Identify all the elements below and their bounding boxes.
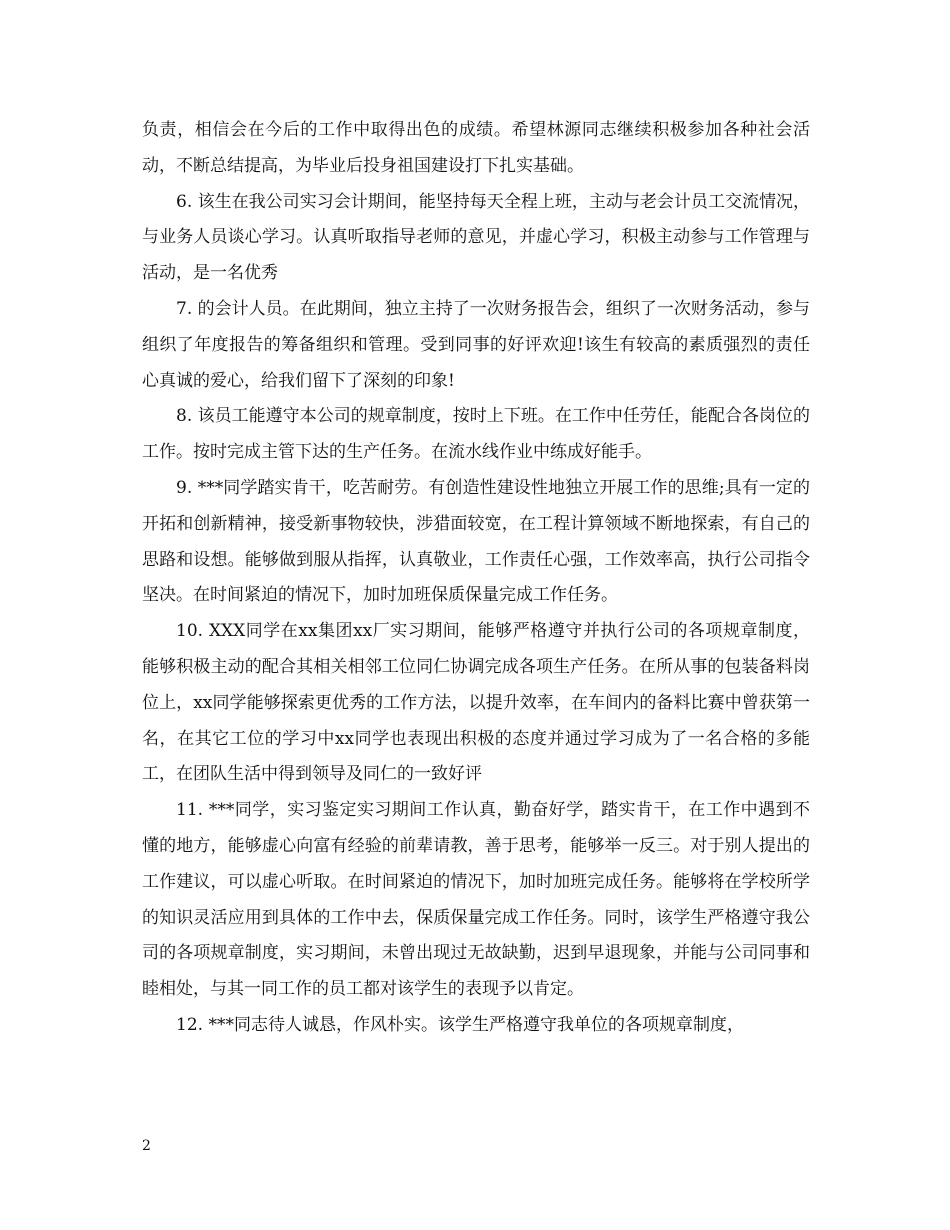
paragraph-continuation: 负责，相信会在今后的工作中取得出色的成绩。希望林源同志继续积极参加各种社会活动，不断总结提高，为毕业后投身祖国建设打下扎实基础。: [142, 120, 810, 176]
paragraph-item-12: 12. ***同志待人诚恳，作风朴实。该学生严格遵守我单位的各项规章制度，: [176, 1014, 744, 1035]
paragraph-item-10: 10. XXX同学在xx集团xx厂实习期间，能够严格遵守并执行公司的各项规章制度，能够积极主动的配合其相关相邻工位同仁协调完成各项生产任务。在所从事的包装备料岗位上，xx同学能够探索更优秀的工作方法，以提升效率，在车间内的备料比赛中曾获第一名，在其它工位的学习中xx同学也表现出积极的态度并通过学习成为了一名合格的多能工，在团队生活中得到领导及同仁的一致好评: [142, 621, 810, 785]
page-number: 2: [142, 1138, 151, 1154]
paragraph-item-6: 6. 该生在我公司实习会计期间，能坚持每天全程上班，主动与老会计员工交流情况，与业务人员谈心学习。认真听取指导老师的意见，并虚心学习，积极主动参与工作管理与活动，是一名优秀: [142, 191, 810, 284]
document-body: [142, 113, 810, 1044]
paragraph-item-7: 7. 的会计人员。在此期间，独立主持了一次财务报告会，组织了一次财务活动，参与组织了年度报告的筹备组织和管理。受到同事的好评欢迎!该生有较高的素质强烈的责任心真诚的爱心，给我们留下了深刻的印象!: [142, 298, 810, 391]
paragraph-item-11: 11. ***同学，实习鉴定实习期间工作认真，勤奋好学，踏实肯干，在工作中遇到不懂的地方，能够虚心向富有经验的前辈请教，善于思考，能够举一反三。对于别人提出的工作建议，可以虚心听取。在时间紧迫的情况下，加时加班完成任务。能够将在学校所学的知识灵活应用到具体的工作中去，保质保量完成工作任务。同时，该学生严格遵守我公司的各项规章制度，实习期间，未曾出现过无故缺勤，迟到早退现象，并能与公司同事和睦相处，与其一同工作的员工都对该学生的表现予以肯定。: [142, 800, 810, 1000]
paragraph-item-8: 8. 该员工能遵守本公司的规章制度，按时上下班。在工作中任劳任，能配合各岗位的工作。按时完成主管下达的生产任务。在流水线作业中练成好能手。: [142, 406, 810, 463]
paragraph-item-9: 9. ***同学踏实肯干，吃苦耐劳。有创造性建设性地独立开展工作的思维;具有一定的开拓和创新精神，接受新事物较快，涉猎面较宽，在工程计算领域不断地探索，有自己的思路和设想。能够做到服从指挥，认真敬业，工作责任心强，工作效率高，执行公司指令坚决。在时间紧迫的情况下，加时加班保质保量完成工作任务。: [142, 477, 810, 606]
